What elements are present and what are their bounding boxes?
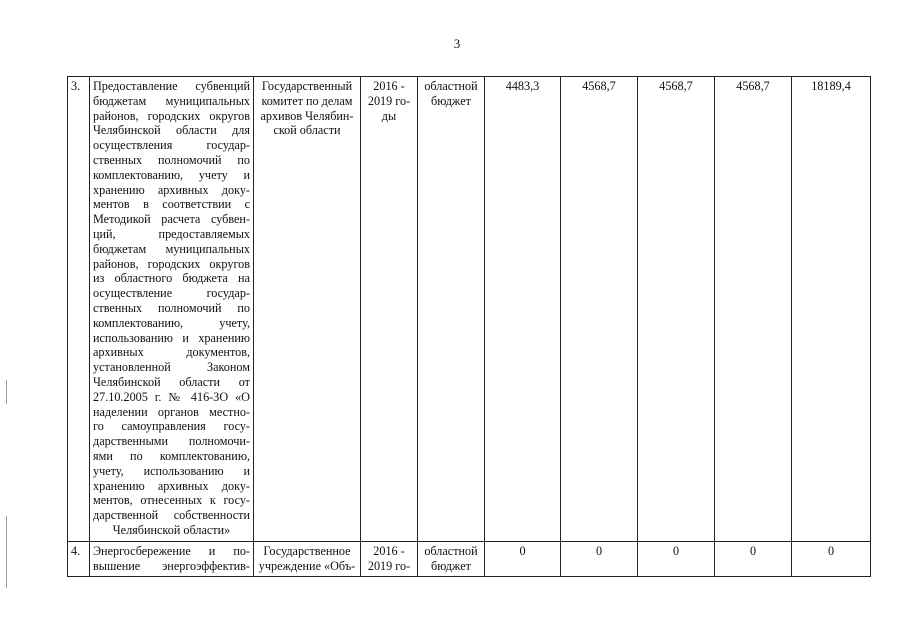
text-line: ственных полномочий по — [93, 300, 250, 315]
text-line: осуществление государ- — [93, 286, 250, 301]
text-line: архивов Челябин- — [260, 108, 354, 123]
period-cell — [361, 77, 418, 542]
text-line: ментов в соответствии с — [93, 197, 250, 212]
funding-source-cell — [418, 541, 485, 577]
text-line: комплектованию, учету, — [93, 315, 250, 330]
amount-cell: 0 — [715, 541, 792, 577]
executor-cell — [254, 541, 361, 577]
text-line: установленной Законом — [93, 360, 250, 375]
amount-cell: 4568,7 — [561, 77, 638, 542]
text-line: областной — [424, 543, 478, 558]
text-line: ской области — [273, 123, 341, 138]
text-line: Челябинской области для — [93, 123, 250, 138]
text-line: из областного бюджета на — [93, 271, 250, 286]
page-number: 3 — [453, 36, 461, 51]
text-line: Государственное — [263, 543, 351, 558]
text-line: наделении органов местно- — [93, 404, 250, 419]
text-line: Челябинской области от — [93, 374, 250, 389]
text-line: бюджет — [431, 558, 471, 573]
margin-mark — [6, 516, 7, 588]
text-line: архивных документов, — [93, 345, 250, 360]
text-line: хранению архивных доку- — [93, 478, 250, 493]
row-number: 3. — [68, 77, 90, 542]
margin-mark — [6, 380, 7, 404]
text-line: ды — [381, 108, 397, 123]
text-line: 2019 го- — [367, 93, 411, 108]
text-line: районов, городских округов — [93, 256, 250, 271]
text-line: 27.10.2005 г. № 416-ЗО «О — [93, 389, 250, 404]
amount-cell: 4483,3 — [485, 77, 561, 542]
period-cell — [361, 541, 418, 577]
funding-source-cell — [418, 77, 485, 542]
text-line: ственных полномочий по — [93, 152, 250, 167]
measure-name-cell — [90, 77, 254, 542]
text-line: 2016 - — [373, 79, 405, 93]
measure-name-cell — [90, 541, 254, 577]
text-line: го самоуправления госу- — [93, 419, 250, 434]
text-line: 2016 - — [373, 543, 405, 558]
table-row — [68, 77, 871, 542]
text-line: областной — [424, 79, 478, 93]
executor-cell — [254, 77, 361, 542]
program-measures-table — [67, 76, 871, 577]
text-line: бюджет — [431, 93, 471, 108]
amount-cell: 0 — [638, 541, 715, 577]
total-cell: 0 — [792, 541, 871, 577]
table-row — [68, 541, 871, 577]
text-line: комитет по делам — [261, 93, 353, 108]
text-line: 2019 го- — [367, 558, 411, 573]
text-line: ями по комплектованию, — [93, 448, 250, 463]
text-line: ций, предоставляемых — [93, 226, 250, 241]
amount-cell: 0 — [485, 541, 561, 577]
text-line: использованию и хранению — [93, 330, 250, 345]
text-line: районов, городских округов — [93, 108, 250, 123]
amount-cell: 4568,7 — [638, 77, 715, 542]
row-number: 4. — [68, 541, 90, 577]
text-line: Предоставление субвенций — [93, 79, 250, 93]
text-line: комплектованию, учету и — [93, 167, 250, 182]
text-line: Энергосбережение и по- — [93, 543, 250, 558]
text-line: дарственной собственности — [93, 508, 250, 523]
text-line: Методикой расчета субвен- — [93, 212, 250, 227]
text-line: ментов, отнесенных к госу- — [93, 493, 250, 508]
text-line: осуществления госудаp- — [93, 138, 250, 153]
total-cell: 18189,4 — [792, 77, 871, 542]
text-line: Челябинской области» — [112, 522, 231, 537]
amount-cell: 0 — [561, 541, 638, 577]
text-line: бюджетам муниципальных — [93, 241, 250, 256]
text-line: дарственными полномочи- — [93, 434, 250, 449]
text-line: учету, использованию и — [93, 463, 250, 478]
amount-cell: 4568,7 — [715, 77, 792, 542]
text-line: вышение энергоэффектив- — [93, 558, 250, 573]
text-line: Государственный — [261, 79, 353, 93]
text-line: бюджетам муниципальных — [93, 93, 250, 108]
text-line: учреждение «Объ- — [258, 558, 356, 573]
text-line: хранению архивных доку- — [93, 182, 250, 197]
